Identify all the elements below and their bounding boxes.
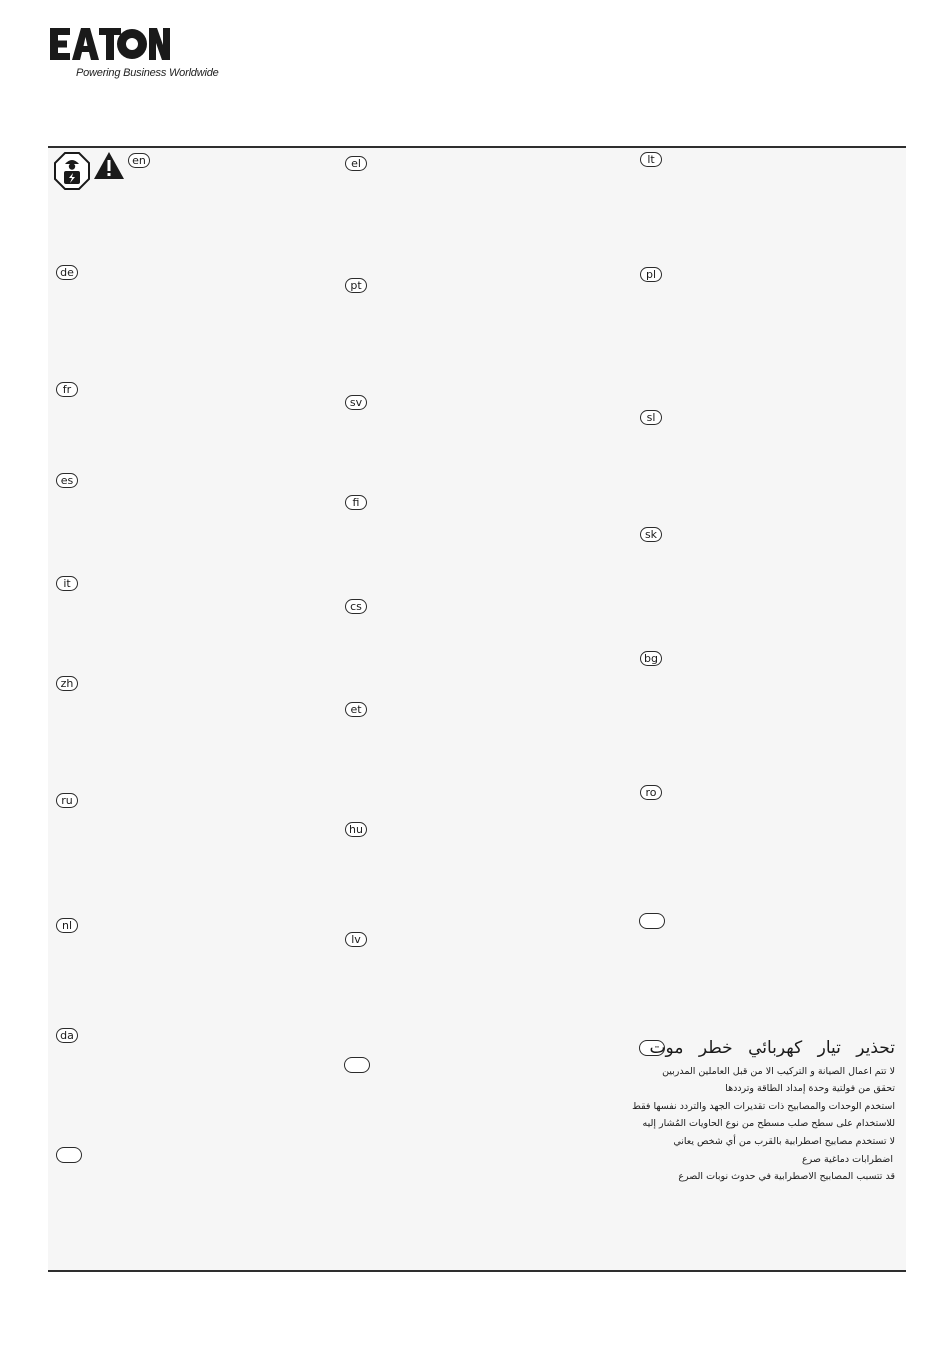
lang-badge-pl: pl xyxy=(640,267,662,282)
arabic-warning-line: لا تستخدم مصابيح اصطرابية بالقرب من أي شخص يعاني xyxy=(673,1136,895,1147)
lang-badge-fi: fi xyxy=(345,495,367,510)
lang-badge-el: el xyxy=(345,156,367,171)
electrician-octagon-icon xyxy=(53,151,91,191)
lang-badge-pt: pt xyxy=(345,278,367,293)
lang-badge-en: en xyxy=(128,153,150,168)
lang-badge-nl: nl xyxy=(56,918,78,933)
eaton-logo xyxy=(50,28,170,64)
arabic-warning-line: قد تتسبب المصابيح الاصطرابية في حدوث نوبات الصرع xyxy=(678,1171,895,1182)
lang-badge-es: es xyxy=(56,473,78,488)
lang-badge-empty xyxy=(344,1057,370,1073)
brand-tagline: Powering Business Worldwide xyxy=(76,67,219,79)
lang-badge-fr: fr xyxy=(56,382,78,397)
lang-badge-lv: lv xyxy=(345,932,367,947)
lang-badge-et: et xyxy=(345,702,367,717)
lang-badge-lt: lt xyxy=(640,152,662,167)
arabic-warning-line: اضطرابات دماغية صرع xyxy=(801,1154,893,1165)
lang-badge-sk: sk xyxy=(640,527,662,542)
lang-badge-sl: sl xyxy=(640,410,662,425)
lang-badge-zh: zh xyxy=(56,676,78,691)
arabic-warning-line: لا تتم اعمال الصيانة و التركيب الا من قبل العاملين المدربين xyxy=(662,1066,895,1077)
lang-badge-empty xyxy=(56,1147,82,1163)
lang-badge-ru: ru xyxy=(56,793,78,808)
lang-badge-ro: ro xyxy=(640,785,662,800)
lang-badge-cs: cs xyxy=(345,599,367,614)
arabic-warning-line: للاستخدام على سطح صلب مسطح من نوع الحاويات المُشار إليه xyxy=(642,1118,895,1129)
lang-badge-bg: bg xyxy=(640,651,662,666)
arabic-warning-line: استخدم الوحدات والمصابيح ذات تقديرات الجهد والتردد نفسها فقط xyxy=(632,1101,895,1112)
lang-badge-hu: hu xyxy=(345,822,367,837)
arabic-warning-line: تحقق من فولتية وحدة إمداد الطاقة وترددها xyxy=(725,1083,895,1094)
lang-badge-de: de xyxy=(56,265,78,280)
lang-badge-sv: sv xyxy=(345,395,367,410)
lang-badge-empty xyxy=(639,913,665,929)
lang-badge-it: it xyxy=(56,576,78,591)
warning-triangle-icon xyxy=(93,151,125,180)
lang-badge-da: da xyxy=(56,1028,78,1043)
arabic-warning-title: تحذير تيار كهربائي خطر موت xyxy=(649,1038,895,1058)
